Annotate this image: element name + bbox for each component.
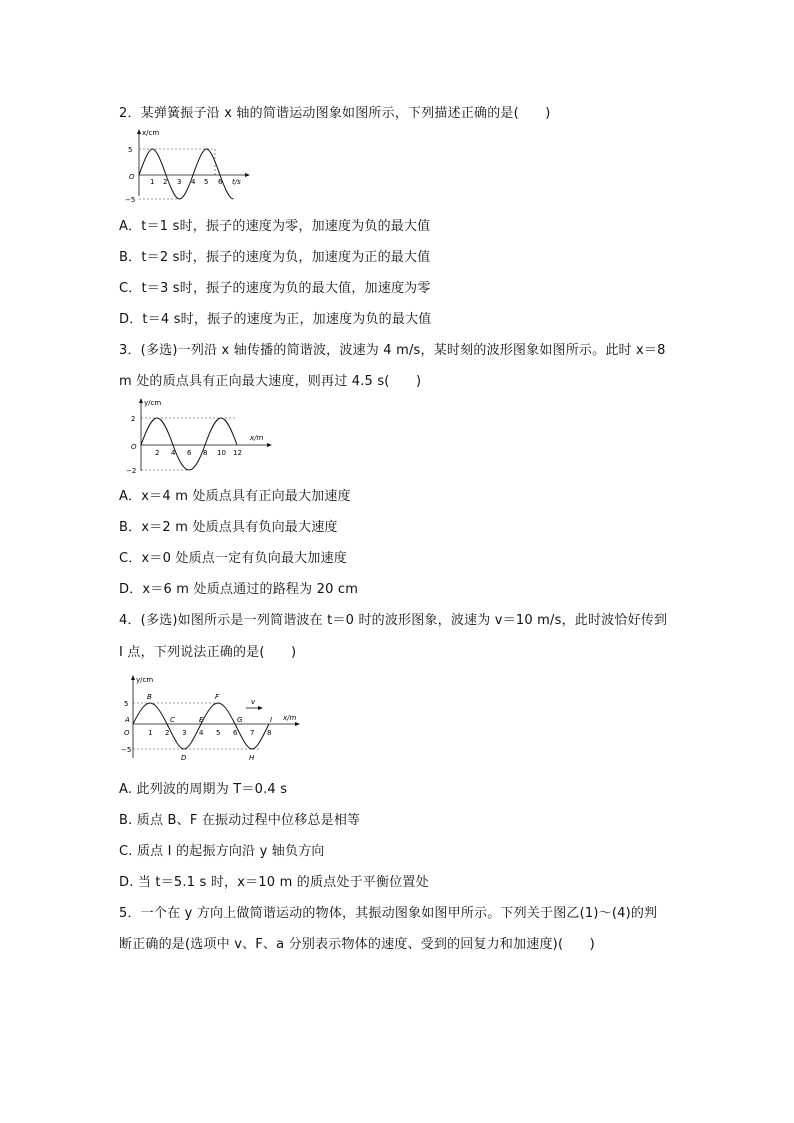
- q3-option-c: C．x＝0 处质点一定有负向最大加速度: [119, 551, 347, 566]
- q5-stem-line2: 断正确的是(选项中 v、F、a 分别表示物体的速度、受到的回复力和加速度)( ): [119, 937, 595, 952]
- q3-origin-label: O: [131, 443, 137, 451]
- q2-y-tick: −5: [125, 196, 136, 204]
- q3-x-tick: 12: [233, 449, 242, 457]
- q4-origin-label: O: [124, 729, 130, 737]
- q2-x-tick: 5: [204, 178, 209, 186]
- q3-stem-line1: 3．(多选)一列沿 x 轴传播的简谐波，波速为 4 m/s，某时刻的波形图象如图所示。此时 x＝8: [119, 343, 666, 358]
- q4-x-tick: 1: [148, 729, 153, 737]
- q4-point-label: E: [199, 716, 204, 724]
- q3-option-a: A．x＝4 m 处质点具有正向最大加速度: [119, 489, 351, 504]
- q3-x-tick: 4: [171, 449, 176, 457]
- q2-x-tick: 4: [191, 178, 196, 186]
- q4-x-axis-label: x/m: [283, 714, 297, 722]
- q4-x-tick: 4: [199, 729, 204, 737]
- q4-stem-line1: 4．(多选)如图所示是一列简谐波在 t＝0 时的波形图象，波速为 v＝10 m/s，此时波恰好传到: [119, 613, 668, 628]
- q4-option-c: C. 质点 I 的起振方向沿 y 轴负方向: [119, 844, 325, 859]
- q4-point-label: G: [237, 716, 243, 724]
- q4-x-tick: 2: [165, 729, 170, 737]
- q3-x-tick: 10: [217, 449, 226, 457]
- q4-x-tick: 3: [182, 729, 187, 737]
- q2-option-d: D．t＝4 s时，振子的速度为正，加速度为负的最大值: [119, 312, 432, 327]
- q4-y-axis-label: y/cm: [136, 676, 154, 684]
- q4-x-tick: 6: [233, 729, 238, 737]
- q3-stem-line2: m 处的质点具有正向最大速度，则再过 4.5 s( ): [119, 374, 422, 389]
- q2-x-tick: 6: [218, 178, 223, 186]
- q4-point-label: C: [170, 716, 175, 724]
- q4-x-tick: 8: [267, 729, 272, 737]
- q2-x-tick: 2: [163, 178, 168, 186]
- q3-y-axis-label: y/cm: [144, 399, 162, 407]
- q3-x-tick: 6: [187, 449, 192, 457]
- q4-x-tick: 5: [216, 729, 221, 737]
- q4-option-d: D. 当 t＝5.1 s 时，x＝10 m 的质点处于平衡位置处: [119, 875, 429, 890]
- q4-y-tick: −5: [121, 746, 132, 754]
- q4-point-label: H: [249, 754, 255, 762]
- q2-origin-label: O: [129, 173, 135, 181]
- q3-x-tick: 2: [155, 449, 160, 457]
- q4-wave-graph: [119, 672, 305, 766]
- q2-x-tick: 1: [150, 178, 155, 186]
- q4-point-label: A: [125, 716, 130, 724]
- q2-stem: 2．某弹簧振子沿 x 轴的简谐运动图象如图所示，下列描述正确的是( ): [119, 106, 551, 121]
- q4-velocity-label: v: [251, 698, 256, 706]
- q2-shm-graph: [119, 126, 259, 208]
- q5-stem-line1: 5．一个在 y 方向上做简谐运动的物体，其振动图象如图甲所示。下列关于图乙(1)～(4)的判: [119, 906, 658, 921]
- q4-point-label: I: [270, 716, 273, 724]
- q2-option-b: B．t＝2 s时，振子的速度为负，加速度为正的最大值: [119, 250, 431, 265]
- q3-y-tick: 2: [131, 415, 136, 423]
- q4-point-label: D: [181, 754, 187, 762]
- q4-x-tick: 7: [250, 729, 255, 737]
- q2-y-axis-label: x/cm: [142, 129, 160, 137]
- q4-point-label: F: [215, 693, 220, 701]
- q3-x-axis-label: x/m: [250, 434, 264, 442]
- q4-option-a: A. 此列波的周期为 T＝0.4 s: [119, 782, 288, 797]
- q2-x-axis-label: t/s: [232, 178, 241, 186]
- q3-y-tick: −2: [126, 467, 137, 475]
- q3-wave-graph: [119, 395, 279, 479]
- q3-option-d: D．x＝6 m 处质点通过的路程为 20 cm: [119, 582, 359, 597]
- q4-point-label: B: [147, 693, 152, 701]
- q3-x-tick: 8: [203, 449, 208, 457]
- q2-option-a: A．t＝1 s时，振子的速度为零，加速度为负的最大值: [119, 219, 431, 234]
- q4-option-b: B. 质点 B、F 在振动过程中位移总是相等: [119, 813, 361, 828]
- q2-x-tick: 3: [177, 178, 182, 186]
- q2-y-tick: 5: [128, 146, 133, 154]
- q3-option-b: B．x＝2 m 处质点具有负向最大速度: [119, 520, 338, 535]
- q4-stem-line2: I 点，下列说法正确的是( ): [119, 645, 297, 660]
- q2-option-c: C．t＝3 s时，振子的速度为负的最大值，加速度为零: [119, 281, 431, 296]
- q4-y-tick: 5: [124, 700, 129, 708]
